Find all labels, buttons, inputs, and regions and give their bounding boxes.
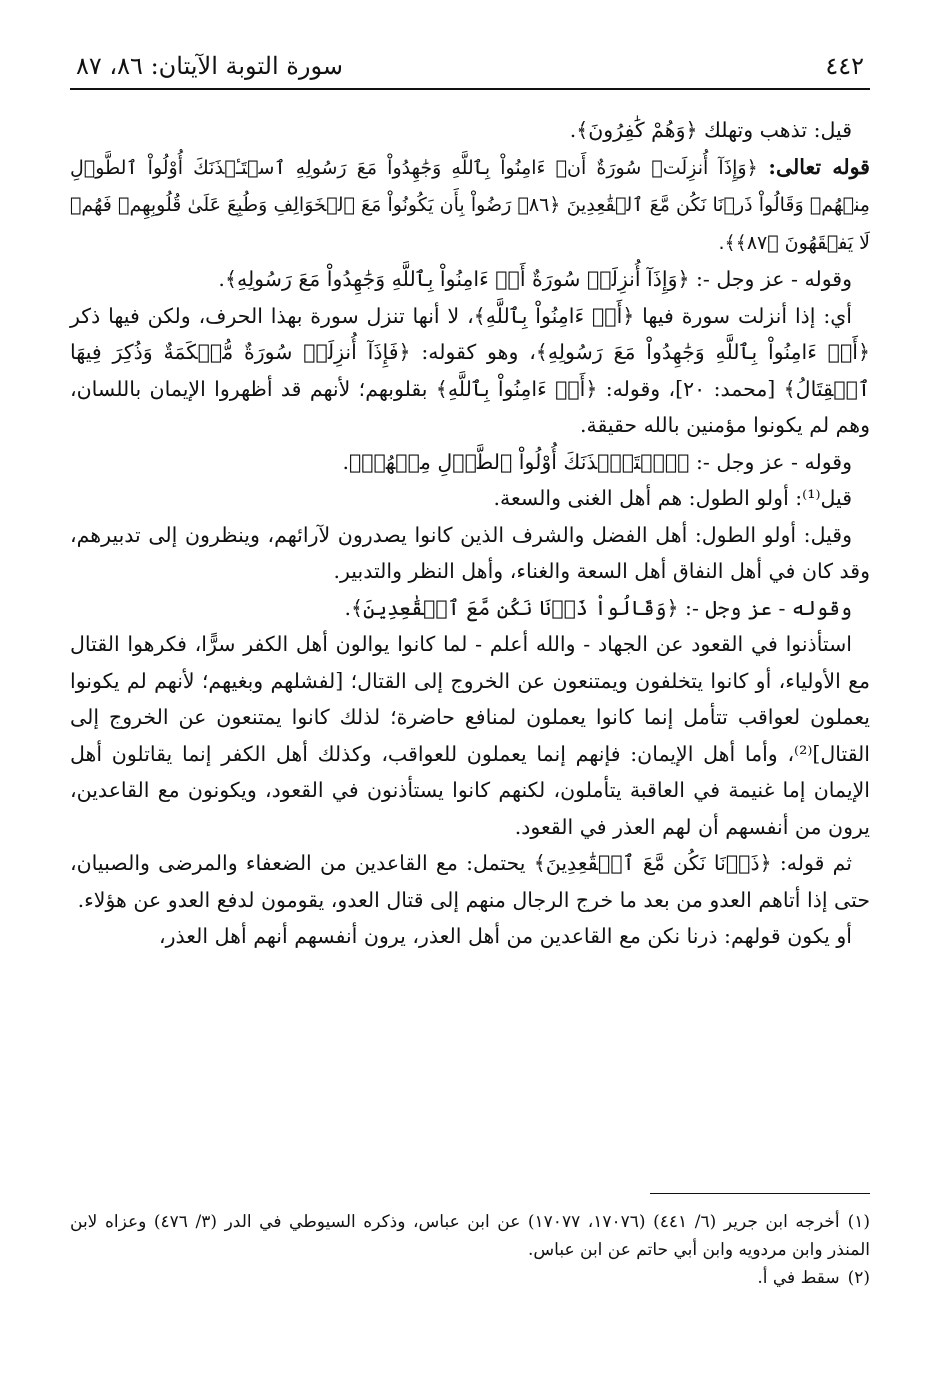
paragraph: قيل: تذهب وتهلك ﴿وَهُمْ كَٰفِرُونَ﴾. [569,118,852,142]
paragraph: أو يكون قولهم: ذرنا نكن مع القاعدين من أهل العذر، يرون أنفسهم أنهم أهل العذر، [159,924,852,948]
main-text [70,112,870,955]
verse-lead-label: قوله تعالى: [768,154,870,179]
paragraph-verse-heading [70,149,870,262]
running-title: سورة التوبة الآيتان: ٨٦، ٨٧ [76,52,343,80]
page-number: ٤٤٢ [825,52,864,80]
footnote: (٢)سقط في أ. [757,1268,870,1288]
paragraph: وقوله - عز وجل -: ﴿ٱسۡتَـٔۡذَنَكَ أُوْلُواْ ٱلطَّوۡلِ مِنۡهُمۡ﴾. [342,449,852,474]
running-header [70,48,870,90]
paragraph: قيل⁽¹⁾: أولو الطول: هم أهل الغنى والسعة. [493,486,852,510]
paragraph: وقيل: أولو الطول: أهل الفضل والشرف الذين كانوا يصدرون لآرائهم، وينظرون إلى تدبيرهم، وقد كان في أهل النفاق أهل السعة والغناء، وأهل النظر والتدبير. [70,522,870,583]
paragraph: وقوله - عز وجل -: ﴿وَقَالُواْ ذَرۡنَا نَكُن مَّعَ ٱلۡقَٰعِدِينَ﴾. [344,595,852,620]
paragraph: أي: إذا أنزلت سورة فيها ﴿أَنۡ ءَامِنُواْ بِٱللَّهِ﴾، لا أنها تنزل سورة بهذا الحرف، ولكن فيها ذكر ﴿أَنۡ ءَامِنُواْ بِٱللَّهِ وَجَٰهِدُواْ مَعَ رَسُولِهِ﴾، وهو كقوله: ﴿فَإِذَآ أُنزِلَتۡ سُورَةٌ مُّحۡكَمَةٌ وَذُكِرَ فِيهَا ٱلۡقِتَالُ﴾ [محمد: ٢٠]، وقوله: ﴿أَنۡ ءَامِنُواْ بِٱللَّهِ﴾ بقلوبهم؛ لأنهم قد أظهروا الإيمان باللسان، وهم لم يكونوا مؤمنين بالله حقيقة. [70,303,870,437]
paragraph: ثم قوله: ﴿ذَرۡنَا نَكُن مَّعَ ٱلۡقَٰعِدِينَ﴾ يحتمل: مع القاعدين من الضعفاء والمرضى والصبيان، حتى إذا أتاهم العدو من بعد ما خرج الرجال منهم إلى قتال العدو، يقومون لدفع العدو عن هؤلاء. [70,851,870,912]
paragraph: وقوله - عز وجل -: ﴿وَإِذَآ أُنزِلَتۡ سُورَةٌ أَنۡ ءَامِنُواْ بِٱللَّهِ وَجَٰهِدُواْ مَعَ رَسُولِهِ﴾. [218,267,852,291]
quran-verse: ﴿وَإِذَآ أُنزِلَتۡ سُورَةٌ أَنۡ ءَامِنُواْ بِٱللَّهِ وَجَٰهِدُواْ مَعَ رَسُولِهِ ٱسۡتَـٔۡذَنَكَ أُوْلُواْ ٱلطَّوۡلِ مِنۡهُمۡ وَقَالُواْ ذَرۡنَا نَكُن مَّعَ ٱلۡقَٰعِدِينَ ﴿٨٦﴾ رَضُواْ بِأَن يَكُونُواْ مَعَ ٱلۡخَوَالِفِ وَطُبِعَ عَلَىٰ قُلُوبِهِمۡ فَهُمۡ لَا يَفۡقَهُونَ ﴿٨٧﴾﴾. [70,156,870,254]
book-page [70,48,871,1288]
footnote-separator [650,1193,870,1194]
footnote: (١)أخرجه ابن جرير (٦/ ٤٤١) (١٧٠٧٦، ١٧٠٧٧) عن ابن عباس، وذكره السيوطي في الدر (٣/ ٤٧٦) وعزاه لابن المنذر وابن مردويه وابن أبي حاتم عن ابن عباس. [70,1212,871,1260]
paragraph: استأذنوا في القعود عن الجهاد - والله أعلم - لما كانوا يوالون أهل الكفر سرًّا، فكرهوا القتال مع الأولياء، أو كانوا يتخلفون ويمتنعون عن الخروج إلى القتال؛ [لفشلهم وبغيهم؛ لأنهم لم يكونوا يعملون لعواقب تتأمل إنما كانوا يعملون لمنافع حاضرة؛ لذلك كانوا يمتنعون عن الخروج إلى القتال]⁽²⁾، وأما أهل الإيمان: فإنهم إنما يعملون للعواقب، وكذلك أهل الكفر إنما يقاتلون أهل الإيمان إما غنيمة في العاقبة يتأملون، لكنهم كانوا يستأذنون في القعود، ويكونون مع القاعدين، يرون من أنفسهم أن لهم العذر في القعود. [70,632,870,839]
footnotes [70,1208,870,1292]
